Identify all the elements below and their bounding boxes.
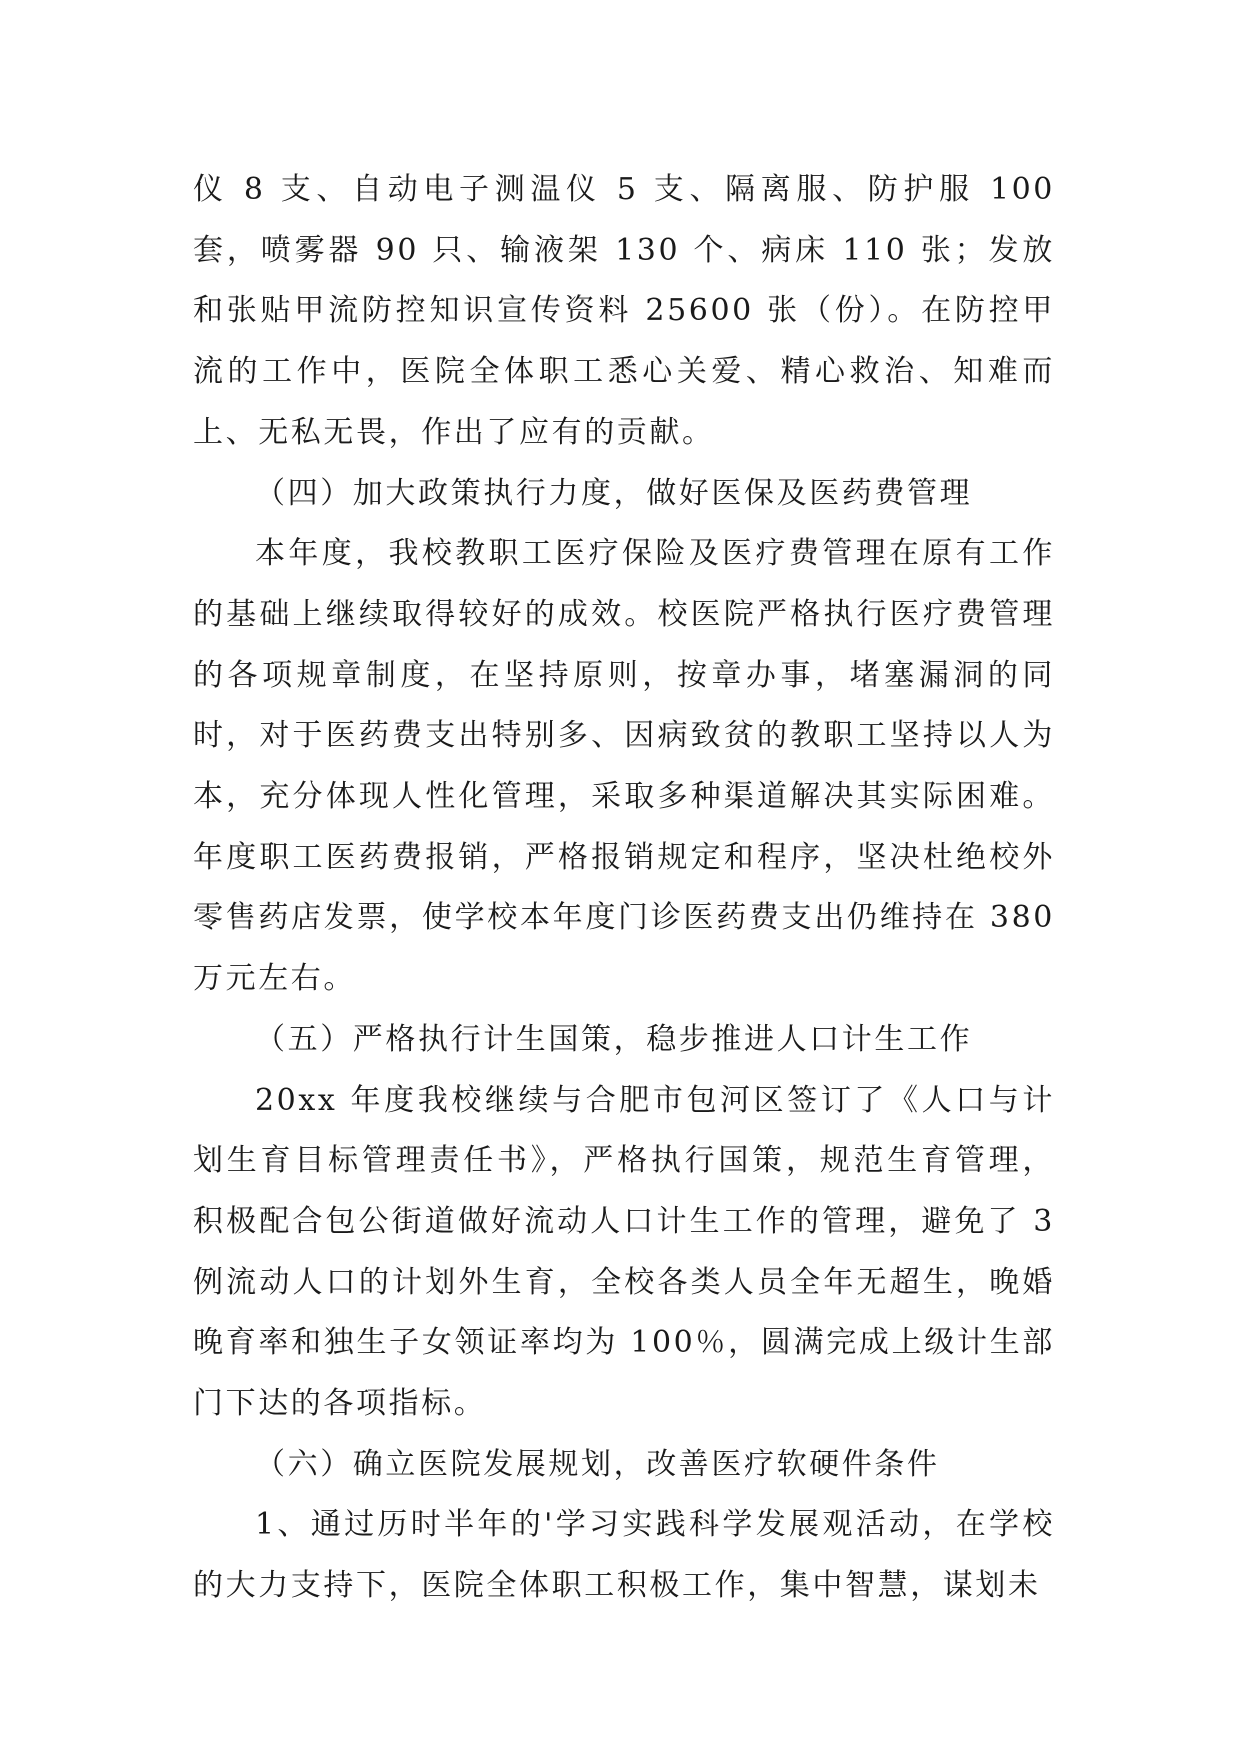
paragraph-hospital-development: 1、通过历时半年的'学习实践科学发展观活动，在学校的大力支持下，医院全体职工积极工作，集中智慧，谋划未 [193, 1507, 1055, 1604]
paragraph-family-planning: 20xx 年度我校继续与合肥市包河区签订了《人口与计划生育目标管理责任书》，严格执行国策，规范生育管理，积极配合包公街道做好流动人口计生工作的管理，避免了 3 例流动人口的计划外生育，全校各类人员全年无超生，晚婚晚育率和独生子女领证率均为 100％，圆满完成上级计生部门下达的各项指标。 [193, 1082, 1055, 1422]
section-heading-medical-insurance: （四）加大政策执行力度，做好医保及医药费管理 [255, 475, 973, 511]
section-heading-hospital-development: （六）确立医院发展规划，改善医疗软硬件条件 [255, 1446, 940, 1482]
paragraph-epidemic-supplies: 仪 8 支、自动电子测温仪 5 支、隔离服、防护服 100 套，喷雾器 90 只、输液架 130 个、病床 110 张；发放和张贴甲流防控知识宣传资料 25600 张（份）。在防控甲流的工作中，医院全体职工悉心关爱、精心救治、知难而上、无私无畏，作出了应有的贡献。 [193, 172, 1055, 450]
section-heading-family-planning: （五）严格执行计生国策，稳步推进人口计生工作 [255, 1021, 973, 1057]
paragraph-medical-insurance: 本年度，我校教职工医疗保险及医疗费管理在原有工作的基础上继续取得较好的成效。校医院严格执行医疗费管理的各项规章制度，在坚持原则，按章办事，堵塞漏洞的同时，对于医药费支出特别多、因病致贫的教职工坚持以人为本，充分体现人性化管理，采取多种渠道解决其实际困难。年度职工医药费报销，严格报销规定和程序，坚决杜绝校外零售药店发票，使学校本年度门诊医药费支出仍维持在 380 万元左右。 [193, 536, 1055, 997]
document-body [193, 160, 1055, 1617]
